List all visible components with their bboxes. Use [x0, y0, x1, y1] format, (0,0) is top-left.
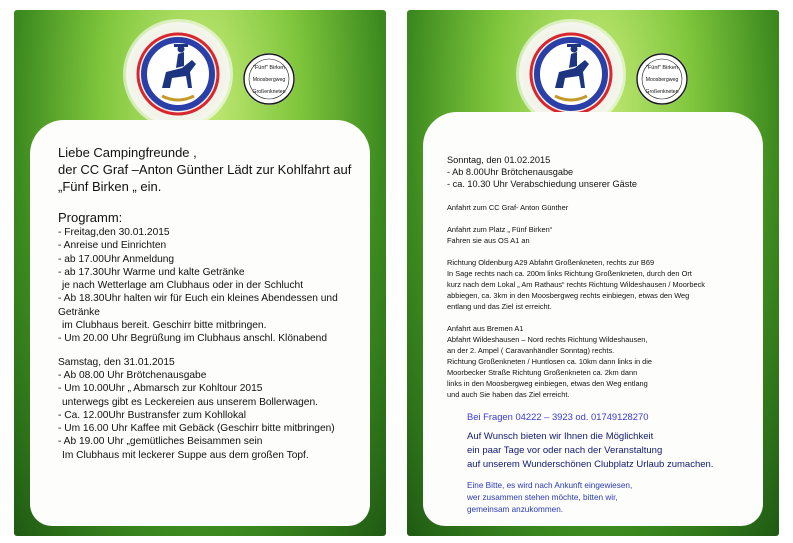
content-panel-right	[423, 112, 763, 526]
platz-directions: Anfahrt zum Platz „ Fünf Birken“ Fahren sie aus OS A1 an	[447, 224, 553, 245]
svg-text:Großenkneten: Großenkneten	[252, 89, 286, 95]
list-item: Samstag, den 31.01.2015	[58, 356, 175, 368]
list-item: - Ca. 12.00Uhr Bustransfer zum Kohllokal	[58, 409, 246, 421]
anfahrt-heading: Anfahrt zum CC Graf- Anton Günther	[447, 202, 569, 212]
list-item: - Ab 8.00Uhr Brötchenausgabe	[447, 167, 574, 178]
saturday-schedule	[58, 356, 363, 462]
contact-phone: Bei Fragen 04222 – 3923 od. 01749128270	[467, 410, 649, 422]
list-item: - ab 17.30Uhr Warme und kalte Getränke	[58, 266, 245, 278]
friday-schedule	[58, 226, 363, 346]
content-panel-left	[30, 120, 370, 526]
svg-text:Großenkneten: Großenkneten	[645, 89, 679, 95]
route-from-osnabrueck: Richtung Oldenburg A29 Abfahrt Großenkneten, rechts zur B69 In Sage rechts nach ca. 200m links Richtung Großenkneten, durch den Ort kurz nach dem Lokal „ Am Rathaus“ rechts Richtung Wildeshausen / Moorbeck abbiegen, ca. 3km in den Moosbergweg rechts einbiegen, etwas den Weg entlang und das Ziel ist erreicht.	[447, 257, 705, 311]
list-item: - Ab 18.30Uhr halten wir für Euch ein kleines Abendessen und Getränke	[58, 293, 338, 318]
route-from-bremen: Anfahrt aus Bremen A1 Abfahrt Wildeshausen – Nord rechts Richtung Wildeshausen, an der 2. Ampel ( Caravanhändler Sonntag) rechts. Richtung Großenkneten / Huntlosen ca. 10km dann links in die Moorbecker Straße Richtung Großenkneten ca. 2km dann links in den Moosbergweg einbiegen, etwas den Weg entlang und auch Sie haben das Ziel erreicht.	[447, 323, 653, 399]
list-item: im Clubhaus bereit. Geschirr bitte mitbringen.	[62, 320, 267, 332]
club-logo	[126, 22, 230, 126]
list-item: - Freitag,den 30.01.2015	[58, 227, 170, 238]
list-item: - ab 17.00Uhr Anmeldung	[58, 253, 175, 265]
program-heading: Programm:	[58, 210, 123, 225]
list-item: - Ab 08.00 Uhr Brötchenausgabe	[58, 369, 207, 381]
horse-rider-icon	[126, 22, 230, 126]
club-logo	[519, 22, 623, 126]
arrival-request: Eine Bitte, es wird nach Ankunft eingewiesen, wer zusammen stehen möchte, bitten wir, gemeinsam anzukommen.	[467, 480, 633, 514]
svg-text:Moosbergweg: Moosbergweg	[645, 77, 679, 83]
list-item: unterwegs gibt es Leckereien aus unserem Bollerwagen.	[62, 396, 318, 408]
fuenf-birken-badge	[243, 53, 295, 105]
list-item: - Um 10.00Uhr „ Abmarsch zur Kohltour 2015	[58, 383, 263, 395]
list-item: je nach Wetterlage am Clubhaus oder in der Schlucht	[62, 280, 304, 292]
sunday-schedule	[447, 154, 759, 191]
list-item: - Um 20.00 Uhr Begrüßung im Clubhaus anschl. Klönabend	[58, 333, 327, 345]
list-item: - Ab 19.00 Uhr „gemütliches Beisammen sein	[58, 436, 263, 448]
flyer-right	[407, 10, 779, 536]
svg-text:Moosbergweg: Moosbergweg	[252, 77, 286, 83]
flyer-left	[14, 10, 386, 536]
svg-text:"Fünf" Birken: "Fünf" Birken	[645, 65, 679, 71]
list-item: - Anreise und Einrichten	[58, 240, 167, 252]
stay-offer: Auf Wunsch bieten wir Ihnen die Möglichkeit ein paar Tage vor oder nach der Veranstaltung auf unserem Wunderschönen Clubplatz Urlaub zumachen.	[467, 430, 714, 470]
list-item: Sonntag, den 01.02.2015	[447, 155, 551, 165]
invitation-title: Liebe Campingfreunde , der CC Graf –Anton Günther Lädt zur Kohlfahrt auf „Fünf Birken „ ein.	[58, 145, 352, 194]
list-item: - ca. 10.30 Uhr Verabschiedung unserer Gäste	[447, 179, 637, 190]
svg-text:"Fünf" Birken: "Fünf" Birken	[252, 65, 286, 71]
list-item: Im Clubhaus mit leckerer Suppe aus dem großen Topf.	[62, 449, 309, 461]
list-item: - Um 16.00 Uhr Kaffee mit Gebäck (Geschirr bitte mitbringen)	[58, 423, 335, 435]
horse-rider-icon	[519, 22, 623, 126]
fuenf-birken-badge	[636, 53, 688, 105]
